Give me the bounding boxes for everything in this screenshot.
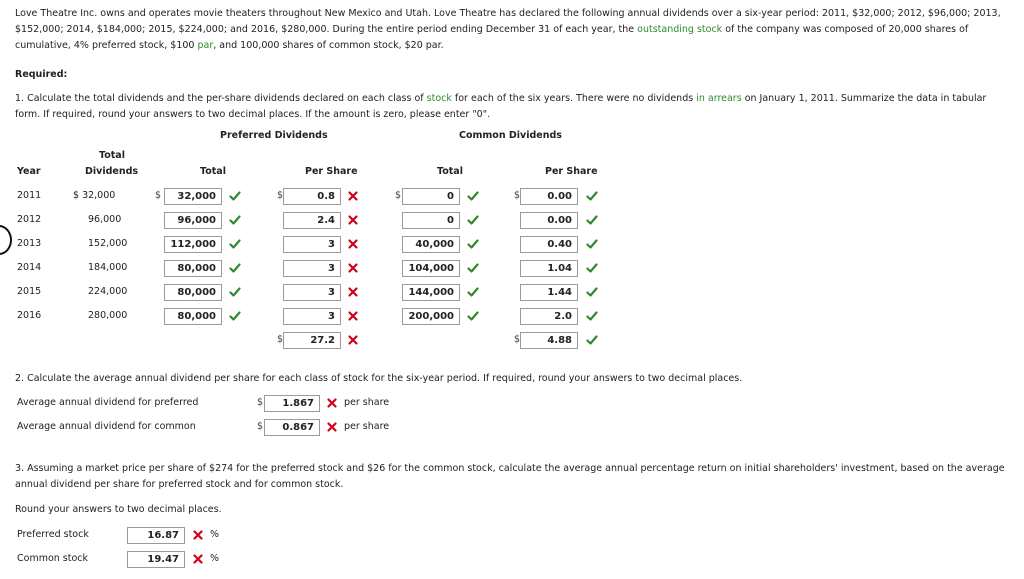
incorrect-x-icon bbox=[348, 191, 358, 201]
group-header-preferred: Preferred Dividends bbox=[220, 130, 328, 141]
currency-symbol: $ bbox=[395, 190, 402, 201]
correct-check-icon bbox=[467, 310, 479, 322]
preferred-total-input[interactable]: 112,000 bbox=[164, 236, 222, 253]
common-per-share-input[interactable]: 0.40 bbox=[520, 236, 578, 253]
avg-preferred-unit: per share bbox=[344, 397, 390, 408]
preferred-return-label: Preferred stock bbox=[17, 529, 89, 540]
common-total-input[interactable]: 0 bbox=[402, 212, 460, 229]
question-2-text: 2. Calculate the average annual dividend per share for each class of stock for the six-year period. If required, round your answers to two decimal places. bbox=[15, 373, 743, 384]
avg-common-label: Average annual dividend for common bbox=[17, 421, 196, 432]
preferred-total-input[interactable]: 80,000 bbox=[164, 308, 222, 325]
currency-symbol: $ bbox=[277, 190, 284, 201]
avg-preferred-input[interactable]: 1.867 bbox=[264, 395, 320, 412]
common-total-input[interactable]: 0 bbox=[402, 188, 460, 205]
avg-preferred-label: Average annual dividend for preferred bbox=[17, 397, 199, 408]
incorrect-x-icon bbox=[348, 287, 358, 297]
incorrect-x-icon bbox=[348, 215, 358, 225]
avg-common-unit: per share bbox=[344, 421, 390, 432]
common-return-label: Common stock bbox=[17, 553, 89, 564]
incorrect-x-icon bbox=[348, 263, 358, 273]
col-header-total-dividends-line1: Total bbox=[99, 150, 125, 161]
common-per-share-total-input[interactable]: 4.88 bbox=[520, 332, 578, 349]
currency-symbol: $ bbox=[257, 421, 264, 432]
percent-unit: % bbox=[210, 553, 220, 564]
preferred-per-share-input[interactable]: 0.8 bbox=[283, 188, 341, 205]
row-total-dividends: 224,000 bbox=[88, 286, 128, 297]
currency-symbol: $ bbox=[277, 334, 284, 345]
avg-common-input[interactable]: 0.867 bbox=[264, 419, 320, 436]
common-per-share-input[interactable]: 1.44 bbox=[520, 284, 578, 301]
row-year: 2011 bbox=[17, 190, 42, 201]
currency-symbol: $ bbox=[257, 397, 264, 408]
side-arc-decoration bbox=[0, 225, 12, 255]
common-total-input[interactable]: 104,000 bbox=[402, 260, 460, 277]
common-per-share-input[interactable]: 0.00 bbox=[520, 212, 578, 229]
row-total-dividends: 96,000 bbox=[88, 214, 122, 225]
preferred-total-input[interactable]: 96,000 bbox=[164, 212, 222, 229]
correct-check-icon bbox=[586, 214, 598, 226]
preferred-per-share-input[interactable]: 3 bbox=[283, 284, 341, 301]
preferred-per-share-input[interactable]: 3 bbox=[283, 260, 341, 277]
correct-check-icon bbox=[467, 238, 479, 250]
incorrect-x-icon bbox=[348, 239, 358, 249]
correct-check-icon bbox=[229, 286, 241, 298]
col-header-common-per-share: Per Share bbox=[545, 166, 598, 177]
incorrect-x-icon bbox=[348, 311, 358, 321]
currency-symbol: $ bbox=[514, 190, 521, 201]
col-header-common-total: Total bbox=[437, 166, 463, 177]
col-header-total-dividends-line2: Dividends bbox=[85, 166, 139, 177]
correct-check-icon bbox=[467, 262, 479, 274]
percent-unit: % bbox=[210, 529, 220, 540]
common-per-share-input[interactable]: 0.00 bbox=[520, 188, 578, 205]
link-stock[interactable]: stock bbox=[426, 93, 452, 104]
problem-intro: Love Theatre Inc. owns and operates movie theaters throughout New Mexico and Utah. Love Theatre has declared the following annual dividends over a six-year period: 2011, $32,000; 2012, $96,000; 2013, $152,000; 2014, $184,000; 2015, $224,000; and 2016, $280,000. During the entire period ending December 31 of each year, the outstanding stock of the company was composed of 20,000 shares of cumulative, 4% preferred stock, $100 par, and 100,000 shares of common stock, $20 par. bbox=[15, 8, 1001, 51]
common-return-input[interactable]: 19.47 bbox=[127, 551, 185, 568]
row-total-dividends: 280,000 bbox=[88, 310, 128, 321]
preferred-per-share-input[interactable]: 3 bbox=[283, 308, 341, 325]
incorrect-x-icon bbox=[193, 554, 203, 564]
required-heading: Required: bbox=[15, 69, 68, 80]
correct-check-icon bbox=[229, 310, 241, 322]
correct-check-icon bbox=[586, 262, 598, 274]
row-total-dividends: 184,000 bbox=[88, 262, 128, 273]
col-header-preferred-total: Total bbox=[200, 166, 226, 177]
correct-check-icon bbox=[229, 214, 241, 226]
row-year: 2016 bbox=[17, 310, 42, 321]
correct-check-icon bbox=[586, 334, 598, 346]
common-total-input[interactable]: 144,000 bbox=[402, 284, 460, 301]
preferred-return-input[interactable]: 16.87 bbox=[127, 527, 185, 544]
correct-check-icon bbox=[586, 286, 598, 298]
group-header-common: Common Dividends bbox=[459, 130, 562, 141]
col-header-year: Year bbox=[17, 166, 41, 177]
common-per-share-input[interactable]: 2.0 bbox=[520, 308, 578, 325]
row-year: 2015 bbox=[17, 286, 42, 297]
correct-check-icon bbox=[229, 190, 241, 202]
common-per-share-input[interactable]: 1.04 bbox=[520, 260, 578, 277]
row-year: 2013 bbox=[17, 238, 42, 249]
row-year: 2012 bbox=[17, 214, 42, 225]
preferred-per-share-total-input[interactable]: 27.2 bbox=[283, 332, 341, 349]
preferred-per-share-input[interactable]: 2.4 bbox=[283, 212, 341, 229]
correct-check-icon bbox=[229, 238, 241, 250]
preferred-total-input[interactable]: 32,000 bbox=[164, 188, 222, 205]
col-header-preferred-per-share: Per Share bbox=[305, 166, 358, 177]
currency-symbol: $ bbox=[155, 190, 162, 201]
correct-check-icon bbox=[467, 286, 479, 298]
correct-check-icon bbox=[467, 214, 479, 226]
correct-check-icon bbox=[586, 190, 598, 202]
row-year: 2014 bbox=[17, 262, 42, 273]
link-outstanding-stock[interactable]: outstanding stock bbox=[637, 24, 723, 35]
common-total-input[interactable]: 200,000 bbox=[402, 308, 460, 325]
round-note: Round your answers to two decimal places. bbox=[15, 504, 222, 515]
incorrect-x-icon bbox=[327, 398, 337, 408]
incorrect-x-icon bbox=[327, 422, 337, 432]
question-3-text: 3. Assuming a market price per share of $274 for the preferred stock and $26 for the common stock, calculate the average annual percentage return on initial shareholders' investment, based on the average annual dividend per share for preferred stock and for common stock. bbox=[15, 463, 1005, 490]
incorrect-x-icon bbox=[348, 335, 358, 345]
common-total-input[interactable]: 40,000 bbox=[402, 236, 460, 253]
preferred-total-input[interactable]: 80,000 bbox=[164, 260, 222, 277]
link-par[interactable]: par bbox=[197, 40, 214, 51]
correct-check-icon bbox=[586, 310, 598, 322]
row-total-dividends: 152,000 bbox=[88, 238, 128, 249]
correct-check-icon bbox=[229, 262, 241, 274]
preferred-total-input[interactable]: 80,000 bbox=[164, 284, 222, 301]
incorrect-x-icon bbox=[193, 530, 203, 540]
correct-check-icon bbox=[586, 238, 598, 250]
preferred-per-share-input[interactable]: 3 bbox=[283, 236, 341, 253]
link-in-arrears[interactable]: in arrears bbox=[696, 93, 742, 104]
correct-check-icon bbox=[467, 190, 479, 202]
row-total-dividends: $ 32,000 bbox=[73, 190, 116, 201]
currency-symbol: $ bbox=[514, 334, 521, 345]
question-1-text: 1. Calculate the total dividends and the per-share dividends declared on each class of stock for each of the six years. There were no dividends in arrears on January 1, 2011. Summarize the data in tabular form. If required, round your answers to two decimal places. If the amount is zero, please enter "0". bbox=[15, 93, 987, 120]
